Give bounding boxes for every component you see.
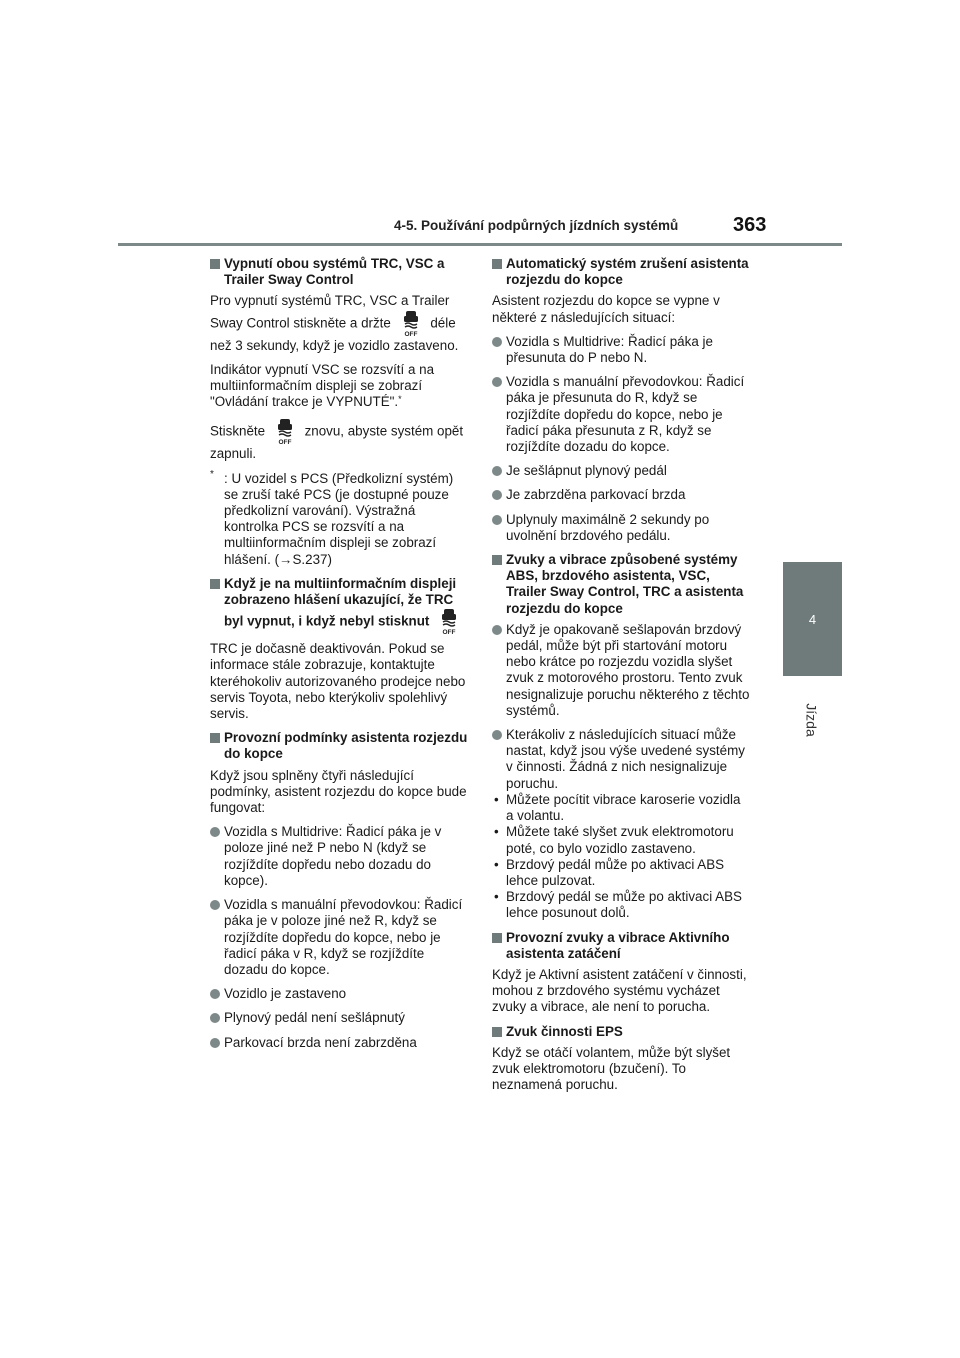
square-icon — [492, 555, 502, 565]
chapter-tab — [783, 562, 842, 676]
vsc-off-icon — [275, 418, 295, 446]
sub-list-item: • Brzdový pedál se může po aktivaci ABS lehce posunout dolů. — [494, 889, 742, 921]
heading-trc-message: Když je na multiinformačním displeji zobrazeno hlášení ukazující, že TRC byl vypnut, i když nebyl stisknut OFF — [210, 576, 468, 636]
list-item: Vozidlo je zastaveno — [210, 986, 468, 1002]
list-item: Vozidla s Multidrive: Řadicí páka je přesunuta do P nebo N. — [492, 334, 750, 366]
circle-bullet-icon — [492, 377, 502, 387]
chapter-number: 4 — [808, 611, 817, 627]
list-item: Plynový pedál není sešlápnutý — [210, 1010, 468, 1026]
circle-bullet-icon — [210, 900, 220, 910]
circle-bullet-icon — [492, 625, 502, 635]
list-item: Vozidla s manuální převodovkou: Řadicí páka je přesunuta do R, když se rozjíždíte dopředu do kopce, nebo je řadicí páka přesunuta z R, když se rozjíždíte dozadu do kopce. — [492, 374, 750, 455]
list-item: Je sešlápnut plynový pedál — [492, 463, 750, 479]
sub-list-item: • Brzdový pedál může po aktivaci ABS lehce pulzovat. — [494, 856, 725, 888]
list-item: Vozidla s manuální převodovkou: Řadicí páka je v poloze jiné než R, když se rozjíždíte dopředu do kopce, nebo je řadicí páka v R, když se rozjíždíte dozadu do kopce. — [210, 897, 468, 978]
list-item: Uplynuly maximálně 2 sekundy po uvolnění brzdového pedálu. — [492, 512, 750, 544]
square-icon — [210, 733, 220, 743]
paragraph: Když se otáčí volantem, může být slyšet zvuk elektromotoru (bzučení). To neznamená poruchu. — [492, 1044, 731, 1093]
list-item: Vozidla s Multidrive: Řadicí páka je v poloze jiné než P nebo N (když se rozjíždíte dopředu nebo dozadu do kopce). — [210, 824, 468, 889]
list-item: Kterákoliv z následujících situací může nastat, když jsou výše uvedené systémy v činnosti. Žádná z nich nesignalizuje poruchu. — [492, 727, 750, 792]
list-item: Je zabrzděna parkovací brzda — [492, 487, 750, 503]
circle-bullet-icon — [492, 466, 502, 476]
sub-list-item: • Můžete také slyšet zvuk elektromotoru poté, co bylo vozidlo zastaveno. — [494, 824, 734, 856]
circle-bullet-icon — [210, 989, 220, 999]
page-number: 363 — [733, 214, 767, 236]
svg-text:OFF: OFF — [442, 629, 456, 637]
sub-list-item: • Můžete pocítit vibrace karoserie vozidla a volantu. — [494, 791, 741, 824]
paragraph: Indikátor vypnutí VSC se rozsvítí a na multiinformačním displeji se zobrazí "Ovládání trakce je VYPNUTÉ".* — [210, 361, 435, 410]
heading-hill-start-conditions: Provozní podmínky asistenta rozjezdu do kopce — [210, 730, 468, 762]
header-rule — [118, 243, 842, 246]
paragraph: Když jsou splněny čtyři následující podmínky, asistent rozjezdu do kopce bude fungovat: — [210, 767, 467, 816]
left-column — [210, 256, 468, 1059]
square-icon — [210, 579, 220, 589]
list-item: Když je opakovaně sešlapován brzdový pedál, může být při startování motoru nebo krátce po rozjezdu vozidla slyšet zvuk z motorového prostoru. Tento zvuk nesignalizuje poruchu některého z těchto systémů. — [492, 622, 750, 719]
heading-sounds-vibrations: Zvuky a vibrace způsobené systémy ABS, brzdového asistenta, VSC, Trailer Sway Control, TRC a asistenta rozjezdu do kopce — [492, 552, 750, 617]
paragraph: Asistent rozjezdu do kopce se vypne v některé z následujících situací: — [492, 293, 720, 325]
circle-bullet-icon — [210, 827, 220, 837]
circle-bullet-icon — [492, 515, 502, 525]
square-icon — [492, 259, 502, 269]
heading-eps-sound: Zvuk činnosti EPS — [492, 1024, 750, 1040]
heading-trc-vsc-off: Vypnutí obou systémů TRC, VSC a Trailer Sway Control — [210, 256, 468, 288]
heading-hill-start-cancel: Automatický systém zrušení asistenta rozjezdu do kopce — [492, 256, 750, 288]
circle-bullet-icon — [210, 1013, 220, 1023]
heading-active-cornering: Provozní zvuky a vibrace Aktivního asistenta zatáčení — [492, 930, 750, 962]
section-title: 4-5. Používání podpůrných jízdních systémů — [394, 218, 679, 233]
vsc-off-icon — [439, 608, 459, 636]
chapter-label-text: Jízda — [804, 703, 820, 737]
square-icon — [210, 259, 220, 269]
paragraph: Pro vypnutí systémů TRC, VSC a Trailer Sway Control stiskněte a držte OFF déle než 3 sekundy, když je vozidlo zastaveno. — [210, 293, 459, 353]
circle-bullet-icon — [492, 337, 502, 347]
vsc-off-icon — [401, 310, 421, 338]
paragraph: Stiskněte OFF znovu, abyste systém opět zapnuli. — [210, 418, 468, 462]
circle-bullet-icon — [210, 1038, 220, 1048]
list-item: Parkovací brzda není zabrzděna — [210, 1035, 468, 1051]
footnote: * : U vozidel s PCS (Předkolizní systém) se zruší také PCS (je dostupné pouze předkolizní varování). Výstražná kontrolka PCS se rozsvítí a na multiinformačním displeji se zobrazí hlášení. (→S.237) — [210, 468, 454, 567]
chapter-label — [782, 690, 842, 750]
paragraph: TRC je dočasně deaktivován. Pokud se informace stále zobrazuje, kontaktujte kteréhokoliv autorizovaného prodejce nebo servis Toyota, nebo kterýkoliv spolehlivý servis. — [210, 641, 466, 722]
circle-bullet-icon — [492, 730, 502, 740]
circle-bullet-icon — [492, 490, 502, 500]
square-icon — [492, 1027, 502, 1037]
right-column — [492, 256, 750, 1101]
svg-text:OFF: OFF — [404, 330, 418, 338]
paragraph: Když je Aktivní asistent zatáčení v činnosti, mohou z brzdového systému vycházet zvuky a vibrace, ale není to porucha. — [492, 966, 747, 1015]
svg-text:OFF: OFF — [278, 439, 292, 447]
square-icon — [492, 933, 502, 943]
